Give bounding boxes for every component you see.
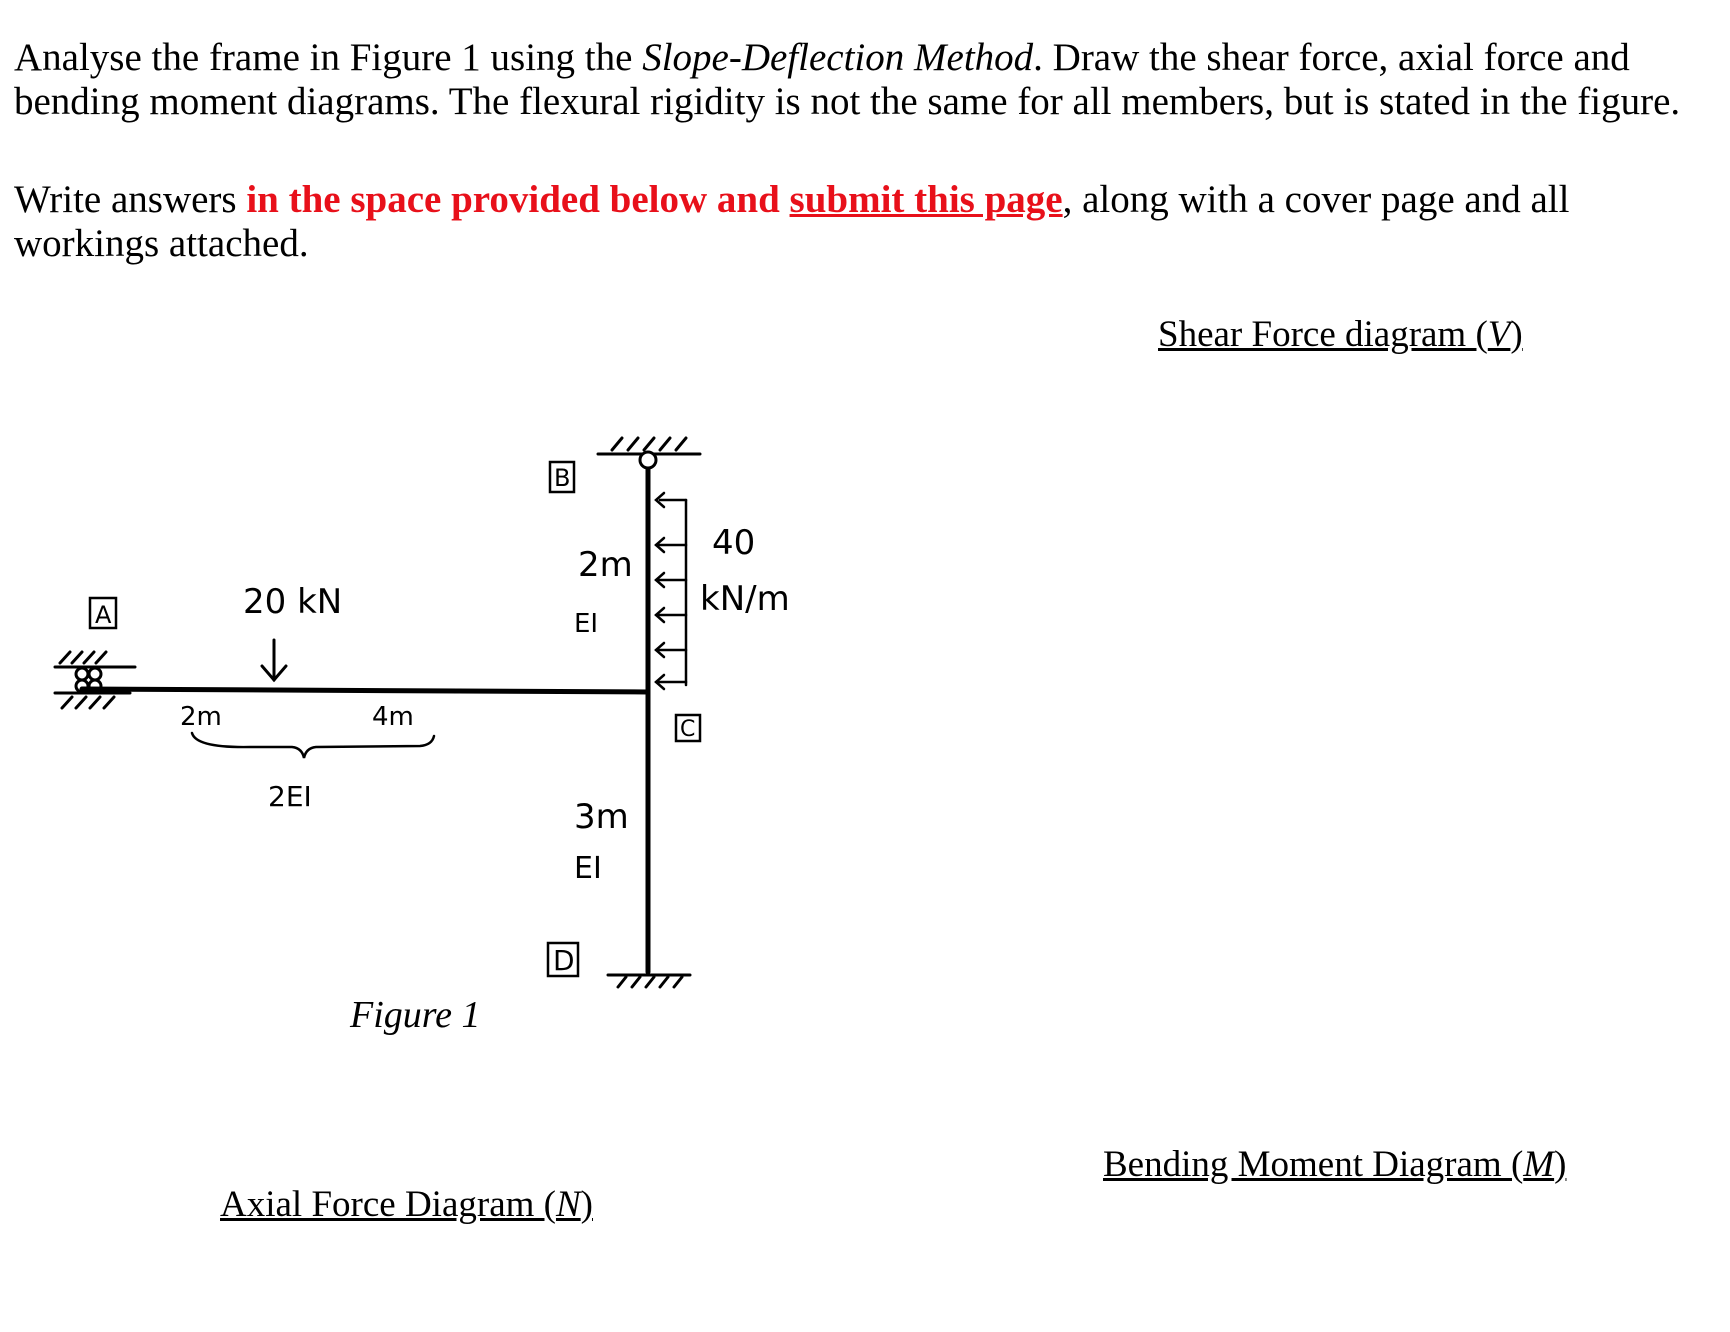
point-load-label: 20 kN <box>243 582 343 622</box>
heading-symbol: V <box>1487 314 1511 355</box>
figure-caption: Figure 1 <box>350 994 481 1036</box>
node-label-c: C <box>680 717 696 742</box>
heading-symbol: M <box>1523 1144 1555 1185</box>
axial-force-heading <box>220 1183 593 1226</box>
pin-support-b <box>598 438 700 468</box>
instruction-text: . Draw the shear force, axial force and bending moment diagrams. The flexural rigidity is not the same for all members, but is stated in the figure. <box>14 36 1681 123</box>
roller-support-a <box>55 652 135 708</box>
dimension-left-label: 2m <box>180 702 222 732</box>
heading-text: Axial Force Diagram ( <box>220 1184 556 1225</box>
fixed-support-d <box>608 975 690 987</box>
heading-symbol: N <box>555 1184 581 1225</box>
heading-text: Shear Force diagram ( <box>1158 314 1488 355</box>
heading-text: ) <box>580 1184 593 1225</box>
shear-force-heading <box>1158 313 1523 356</box>
bending-moment-heading <box>1103 1143 1566 1186</box>
heading-text: ) <box>1510 314 1523 355</box>
point-load-arrow <box>262 640 286 680</box>
udl-unit-label: kN/m <box>700 579 790 619</box>
distributed-load <box>656 493 686 689</box>
instruction-text: Analyse the frame in Figure 1 using the <box>14 36 643 79</box>
heading-text: Bending Moment Diagram ( <box>1103 1144 1524 1185</box>
method-name: Slope-Deflection Method <box>642 36 1034 79</box>
lower-column-stiffness-label: EI <box>574 851 602 886</box>
instruction-paragraph-1 <box>14 36 1714 124</box>
node-label-b: B <box>554 464 571 492</box>
node-label-d: D <box>553 944 575 977</box>
highlighted-instruction: in the space provided below and <box>246 178 790 221</box>
upper-column-length-label: 2m <box>578 545 633 585</box>
heading-text: ) <box>1554 1144 1567 1185</box>
dimension-brace <box>192 733 434 758</box>
instruction-text: Write answers <box>14 178 247 221</box>
instruction-paragraph-2 <box>14 178 1714 266</box>
beam-ac <box>82 689 648 692</box>
instruction-text: , along with a cover page and all workings attached. <box>14 178 1570 265</box>
upper-column-stiffness-label: EI <box>574 609 599 639</box>
dimension-right-label: 4m <box>372 702 414 732</box>
submit-emphasis: submit this page <box>789 178 1063 221</box>
udl-value-label: 40 <box>712 523 756 563</box>
beam-stiffness-label: 2EI <box>268 780 312 813</box>
frame-figure <box>0 430 860 1050</box>
lower-column-length-label: 3m <box>574 797 629 837</box>
node-label-a: A <box>95 601 112 629</box>
